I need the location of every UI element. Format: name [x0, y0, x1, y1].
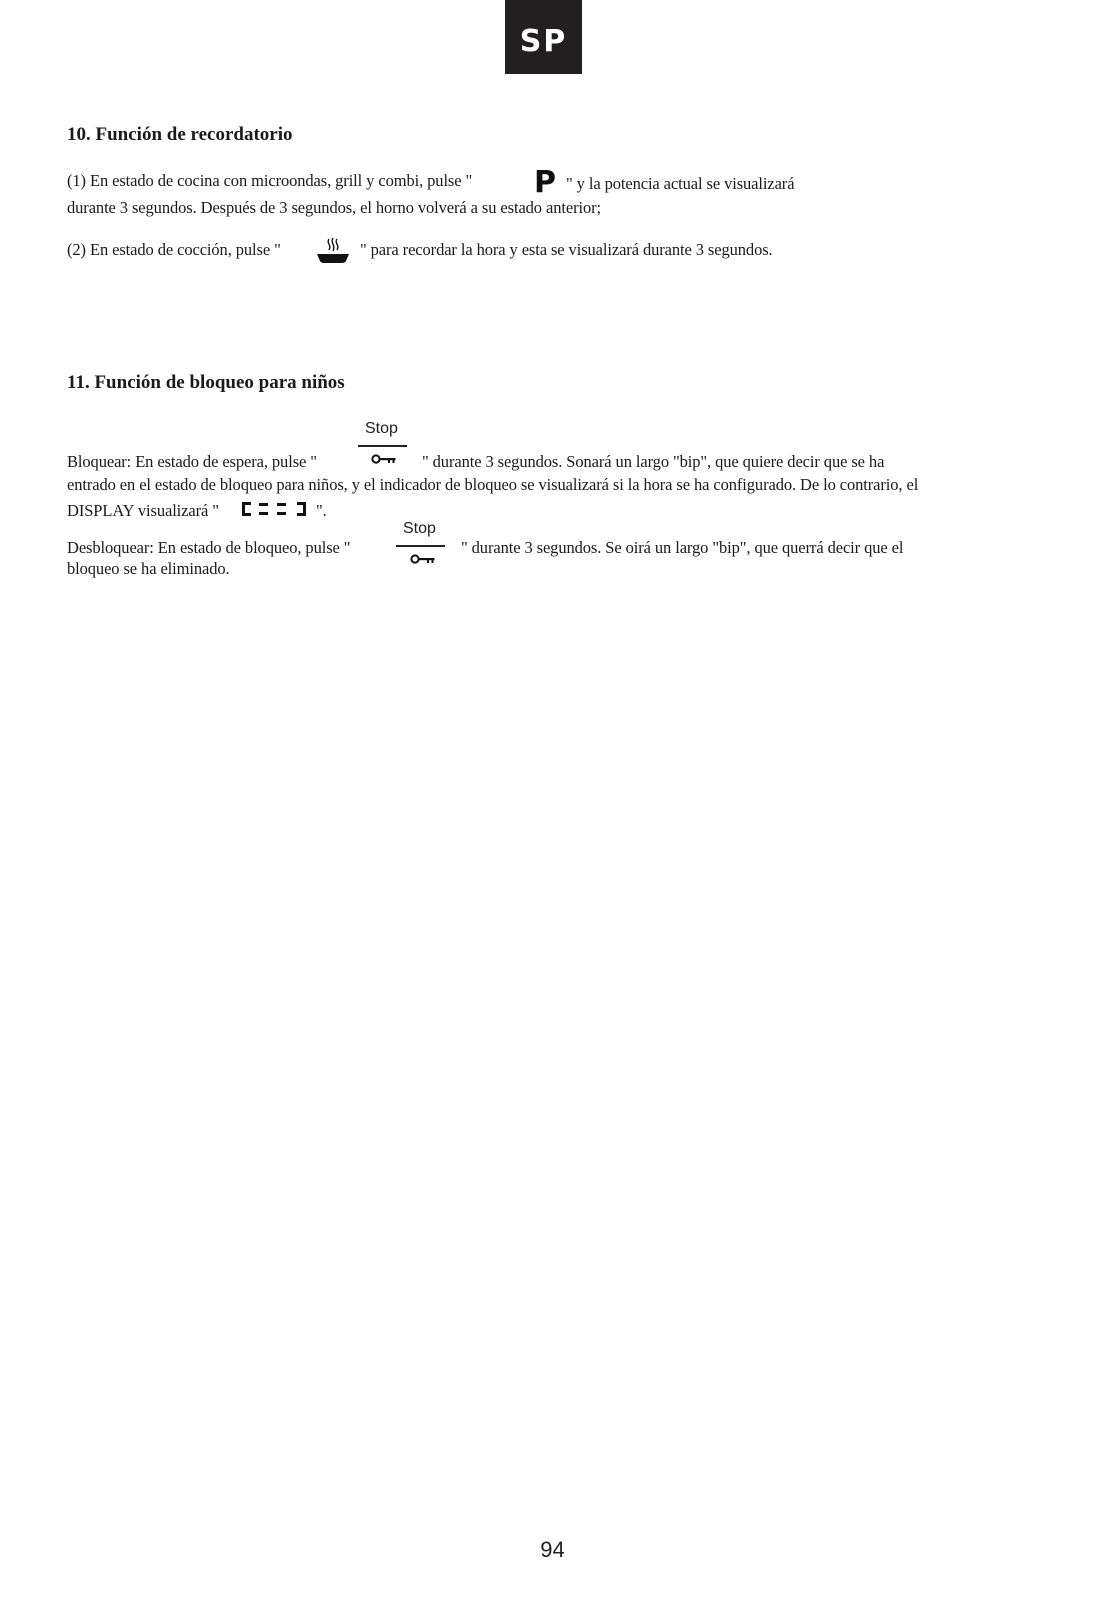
cooking-pan-icon	[316, 236, 350, 266]
language-tab: SP	[505, 0, 582, 74]
stop-button-label: Stop	[365, 420, 398, 437]
section-11-lock-text-d-b: ".	[316, 501, 327, 520]
section-11-lock-text-b: " durante 3 segundos. Sonará un largo "bip", que quiere decir que se ha	[422, 452, 885, 471]
section-10-title: 10. Función de recordatorio	[67, 124, 293, 145]
section-11-title: 11. Función de bloqueo para niños	[67, 372, 345, 393]
section-11-lock-text-d-a: DISPLAY visualizará "	[67, 501, 219, 520]
section-11-unlock-text-c: bloqueo se ha eliminado.	[67, 559, 230, 578]
lock-display-icon	[240, 500, 310, 518]
section-10-p2-text-a: (2) En estado de cocción, pulse "	[67, 240, 281, 259]
section-10-p2-text-b: " para recordar la hora y esta se visualizará durante 3 segundos.	[360, 240, 773, 259]
stop-button-label-unlock: Stop	[403, 520, 436, 537]
power-p-icon: P	[534, 165, 556, 200]
key-icon	[410, 553, 436, 565]
section-11-lock-text-a: Bloquear: En estado de espera, pulse "	[67, 452, 317, 471]
section-11-lock-text-c: entrado en el estado de bloqueo para niños, y el indicador de bloqueo se visualizará si la hora se ha configurado. De lo contrario, el	[67, 475, 919, 494]
key-icon	[371, 453, 397, 465]
stop-button-rule	[358, 445, 407, 447]
section-10-p1-text-b: " y la potencia actual se visualizará	[566, 174, 795, 193]
stop-button-rule-unlock	[396, 545, 445, 547]
page-number: 94	[540, 1537, 565, 1562]
section-11-unlock-text-b: " durante 3 segundos. Se oirá un largo "bip", que querrá decir que el	[461, 538, 904, 557]
section-11-unlock-text-a: Desbloquear: En estado de bloqueo, pulse "	[67, 538, 351, 557]
section-10-p1-text-a: (1) En estado de cocina con microondas, grill y combi, pulse "	[67, 171, 473, 190]
section-10-p1-text-c: durante 3 segundos. Después de 3 segundos, el horno volverá a su estado anterior;	[67, 198, 601, 217]
